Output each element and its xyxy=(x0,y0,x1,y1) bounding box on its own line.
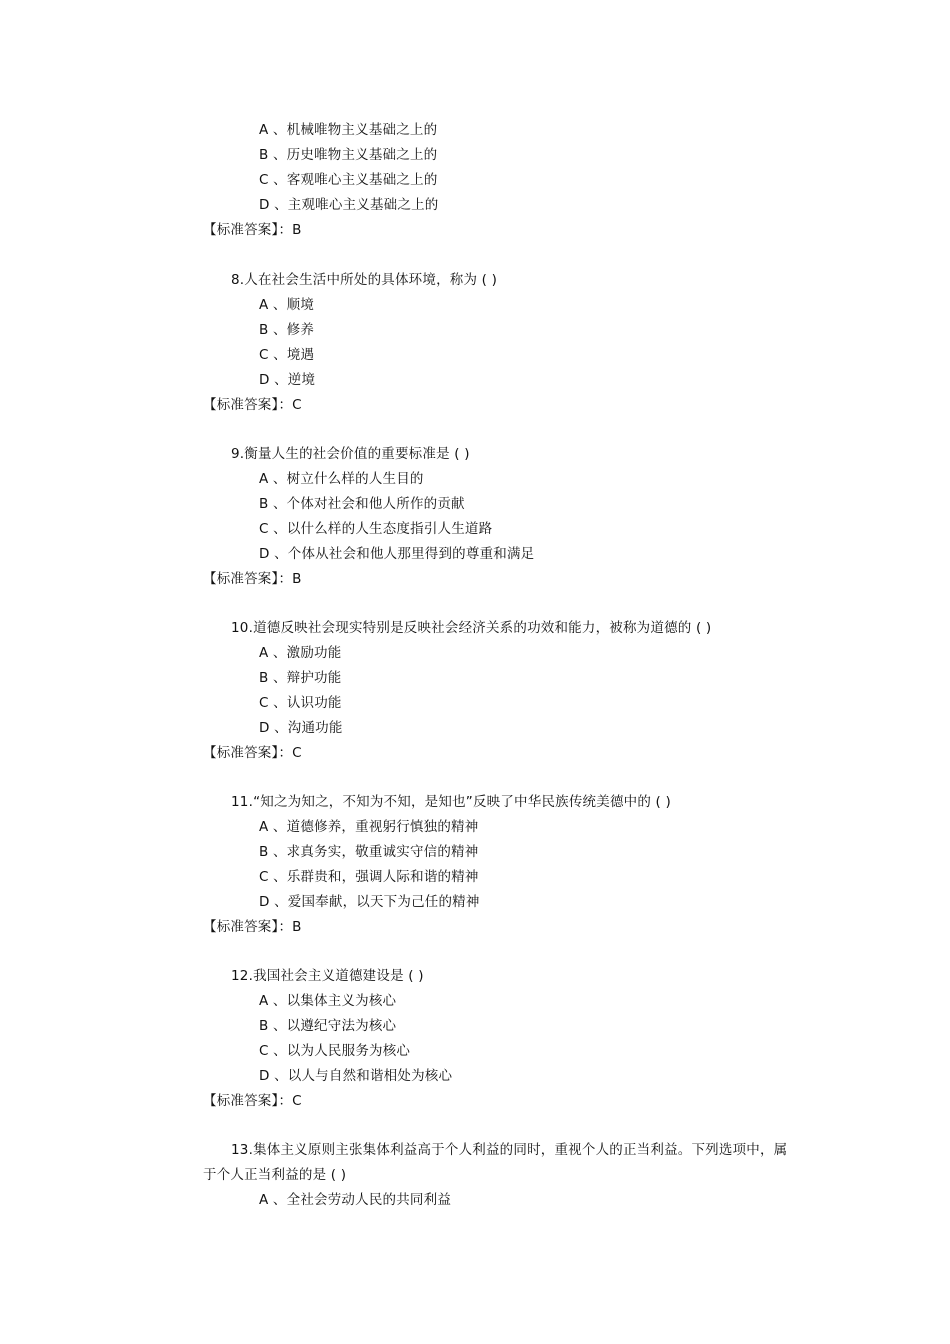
option-b: B 、修养 xyxy=(259,322,315,338)
option-b: B 、求真务实，敬重诚实守信的精神 xyxy=(259,844,479,860)
option-d: D 、以人与自然和谐相处为核心 xyxy=(259,1068,453,1084)
standard-answer: 【标准答案】：C xyxy=(203,745,302,761)
option-b: B 、以遵纪守法为核心 xyxy=(259,1018,397,1034)
option-a: A 、机械唯物主义基础之上的 xyxy=(259,122,438,138)
standard-answer: 【标准答案】：C xyxy=(203,397,302,413)
option-c: C 、境遇 xyxy=(259,347,315,363)
option-d: D 、逆境 xyxy=(259,372,316,388)
option-d: D 、爱国奉献，以天下为己任的精神 xyxy=(259,894,480,910)
question-stem: 10.道德反映社会现实特别是反映社会经济关系的功效和能力，被称为道德的 ( ) xyxy=(231,620,712,636)
option-d: D 、主观唯心主义基础之上的 xyxy=(259,197,439,213)
standard-answer: 【标准答案】：B xyxy=(203,919,302,935)
standard-answer: 【标准答案】：C xyxy=(203,1093,302,1109)
option-c: C 、认识功能 xyxy=(259,695,342,711)
question-stem: 12.我国社会主义道德建设是 ( ) xyxy=(231,968,424,984)
option-b: B 、个体对社会和他人所作的贡献 xyxy=(259,496,465,512)
option-b: B 、辩护功能 xyxy=(259,670,342,686)
standard-answer: 【标准答案】：B xyxy=(203,222,302,238)
option-c: C 、客观唯心主义基础之上的 xyxy=(259,172,438,188)
option-a: A 、道德修养，重视躬行慎独的精神 xyxy=(259,819,479,835)
option-a: A 、树立什么样的人生目的 xyxy=(259,471,424,487)
option-a: A 、顺境 xyxy=(259,297,315,313)
question-stem: 8.人在社会生活中所处的具体环境，称为 ( ) xyxy=(231,272,498,288)
option-a: A 、以集体主义为核心 xyxy=(259,993,397,1009)
option-c: C 、以什么样的人生态度指引人生道路 xyxy=(259,521,493,537)
standard-answer: 【标准答案】：B xyxy=(203,571,302,587)
option-a: A 、激励功能 xyxy=(259,645,342,661)
option-a: A 、全社会劳动人民的共同利益 xyxy=(259,1192,452,1208)
option-c: C 、乐群贵和，强调人际和谐的精神 xyxy=(259,869,479,885)
question-stem-continuation: 于个人正当利益的是 ( ) xyxy=(203,1167,347,1183)
question-stem: 11.“知之为知之，不知为不知，是知也”反映了中华民族传统美德中的 ( ) xyxy=(231,794,671,810)
option-d: D 、沟通功能 xyxy=(259,720,343,736)
option-b: B 、历史唯物主义基础之上的 xyxy=(259,147,438,163)
option-c: C 、以为人民服务为核心 xyxy=(259,1043,411,1059)
option-d: D 、个体从社会和他人那里得到的尊重和满足 xyxy=(259,546,535,562)
question-stem: 9.衡量人生的社会价值的重要标准是 ( ) xyxy=(231,446,470,462)
question-stem: 13.集体主义原则主张集体利益高于个人利益的同时，重视个人的正当利益。下列选项中，属 xyxy=(231,1142,788,1158)
